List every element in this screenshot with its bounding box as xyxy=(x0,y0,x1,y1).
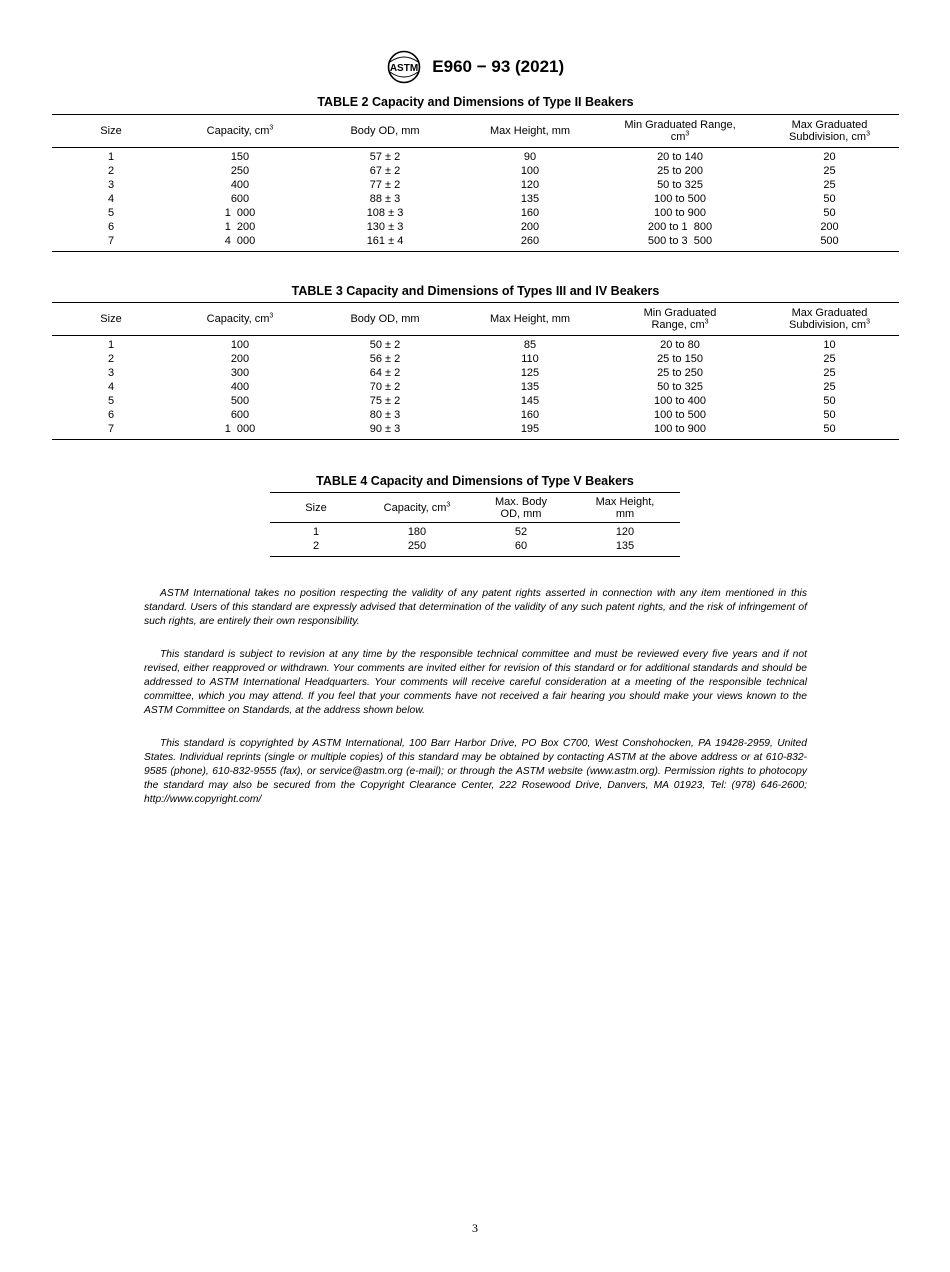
table-cell: 20 xyxy=(823,151,836,163)
astm-logo-icon xyxy=(386,50,422,84)
table4-col-capacity: Capacity, $cm^3$ xyxy=(383,500,451,514)
table-cell: 25 to 150 xyxy=(657,353,703,365)
table-cell: 80 ± 3 xyxy=(369,409,401,421)
table-cell: 125 xyxy=(520,367,540,379)
table-row xyxy=(52,380,899,394)
table3-body xyxy=(52,336,899,440)
table-cell: 25 to 250 xyxy=(657,367,703,379)
table-row xyxy=(52,336,899,353)
revision-notice: This standard is subject to revision at any time by the responsible technical committee and must be reviewed every five years and if not revised, either reapproved or withdrawn. Your comments are invited either for revision of this standard or for additional standards and should be addressed to ASTM International Headquarters. Your comments will receive careful consideration at a meeting of the responsible technical committee, which you may attend. If you feel that your comments have not received a fair hearing you should make your views known to the ASTM Committee on Standards, at the address shown below. xyxy=(144,649,807,716)
patent-notice: ASTM International takes no position respecting the validity of any patent rights asserted in connection with any item mentioned in this standard. Users of this standard are expressly advised that determination of the validity of any such patent rights, and the risk of infringement of such rights, are entirely their own responsibility. xyxy=(144,588,807,627)
table4-body xyxy=(270,523,680,557)
table-cell: 50 to 325 xyxy=(657,381,703,393)
table-cell: 4 000 xyxy=(224,235,256,247)
table4-header xyxy=(270,493,680,523)
table2-col-body-od: Body OD, mm xyxy=(350,125,420,137)
table-cell: 52 xyxy=(514,526,528,538)
table-cell: 25 to 200 xyxy=(657,165,703,177)
table-cell: 50 xyxy=(823,193,836,205)
table-cell: 90 ± 3 xyxy=(369,423,401,435)
table2-col-size: Size xyxy=(100,125,122,137)
table-cell: 50 ± 2 xyxy=(369,339,401,351)
table-cell: 135 xyxy=(520,381,540,393)
table-cell: 50 xyxy=(823,409,836,421)
table-cell: 400 xyxy=(230,179,250,191)
table4 xyxy=(270,492,680,557)
table-cell: 67 ± 2 xyxy=(369,165,401,177)
table-cell: 25 xyxy=(823,367,836,379)
table3-col-max-height: Max Height, mm xyxy=(489,313,571,325)
table-cell: 85 xyxy=(523,339,537,351)
table-cell: 180 xyxy=(407,526,427,538)
table-row xyxy=(52,178,899,192)
table-row xyxy=(52,206,899,220)
page-number: 3 xyxy=(472,1221,478,1235)
table-cell: 7 xyxy=(107,423,115,435)
table-cell: 135 xyxy=(520,193,540,205)
table-cell: 100 to 500 xyxy=(654,193,706,205)
table-cell: 500 to 3 500 xyxy=(647,235,713,247)
table-cell: 1 000 xyxy=(224,423,256,435)
table-cell: 110 xyxy=(521,353,539,365)
table2-col-max-graduated-subdivision: Max Graduated Subdivision, $cm^3$ xyxy=(789,119,870,143)
table-cell: 100 to 900 xyxy=(654,207,706,219)
table-cell: 20 to 140 xyxy=(657,151,703,163)
table-cell: 195 xyxy=(520,423,540,435)
table-cell: 500 xyxy=(820,235,839,247)
table-cell: 25 xyxy=(823,353,836,365)
table3-col-size: Size xyxy=(100,313,122,325)
table-row xyxy=(52,148,899,165)
table-cell: 100 to 900 xyxy=(654,423,706,435)
table-cell: 500 xyxy=(230,395,250,407)
table3-col-body-od: Body OD, mm xyxy=(350,313,420,325)
table-cell: 100 xyxy=(230,339,250,351)
table-cell: 145 xyxy=(520,395,540,407)
table-cell: 50 xyxy=(823,423,836,435)
table3 xyxy=(52,302,899,440)
page-header xyxy=(0,50,950,84)
table-row xyxy=(52,164,899,178)
table-cell: 60 xyxy=(514,540,528,552)
table-row xyxy=(52,192,899,206)
table-cell: 4 xyxy=(107,193,115,205)
table-cell: 100 to 500 xyxy=(654,409,706,421)
table-cell: 7 xyxy=(107,235,115,247)
table-cell: 50 to 325 xyxy=(657,179,703,191)
table-cell: 57 ± 2 xyxy=(369,151,401,163)
table-cell: 1 000 xyxy=(224,207,256,219)
table-cell: 150 xyxy=(230,151,250,163)
table3-caption: TABLE 3 Capacity and Dimensions of Types III and IV Beakers xyxy=(291,284,660,298)
table-cell: 75 ± 2 xyxy=(369,395,401,407)
table-row xyxy=(52,220,899,234)
table-cell: 50 xyxy=(823,395,836,407)
table-cell: 5 xyxy=(107,395,115,407)
table-cell: 160 xyxy=(520,207,540,219)
table-cell: 1 xyxy=(107,339,115,351)
table4-col-max-body-od: Max. Body OD, mm xyxy=(495,495,547,520)
table2-header xyxy=(52,115,899,148)
table-cell: 600 xyxy=(230,193,250,205)
table-cell: 1 xyxy=(107,151,115,163)
table-row xyxy=(52,352,899,366)
table-cell: 200 to 1 800 xyxy=(647,221,713,233)
table-cell: 90 xyxy=(523,151,537,163)
table-cell: 400 xyxy=(230,381,250,393)
table-cell: 100 to 400 xyxy=(654,395,706,407)
table-row xyxy=(270,539,680,557)
table3-col-capacity: Capacity, $cm^3$ xyxy=(206,312,274,325)
table-cell: 250 xyxy=(230,165,250,177)
table-cell: 300 xyxy=(230,367,250,379)
copyright-notice: This standard is copyrighted by ASTM International, 100 Barr Harbor Drive, PO Box C700, West Conshohocken, PA 19428-2959, United States. Individual reprints (single or multiple copies) of this standard may be obtained by contacting ASTM at the above address or at 610-832-9585 (phone), 610-832-9555 (fax), or service@astm.org (e-mail); or through the ASTM website (www.astm.org). Permission rights to photocopy the standard may also be secured from the Copyright Clearance Center, 222 Rosewood Drive, Danvers, MA 01923, Tel: (978) 646-2600; http://www.copyright.com/ xyxy=(144,738,807,805)
table-cell: 6 xyxy=(107,409,115,421)
table-cell: 160 xyxy=(520,409,540,421)
table2-col-min-graduated-range: Min Graduated Range, $cm^3$ xyxy=(624,119,736,143)
table-row xyxy=(52,234,899,252)
table-cell: 64 ± 2 xyxy=(369,367,401,379)
document-designation: E960 − 93 (2021) xyxy=(432,57,565,76)
table2-caption: TABLE 2 Capacity and Dimensions of Type II Beakers xyxy=(317,95,634,109)
table-cell: 135 xyxy=(615,540,635,552)
table-cell: 1 200 xyxy=(224,221,256,233)
table-cell: 25 xyxy=(823,179,836,191)
table3-col-max-graduated-subdivision: Max Graduated Subdivision, $cm^3$ xyxy=(789,307,870,331)
table-cell: 25 xyxy=(823,381,836,393)
table-cell: 2 xyxy=(107,353,115,365)
table-row xyxy=(52,408,899,422)
table-cell: 2 xyxy=(312,540,320,552)
table2-header-row xyxy=(52,115,899,148)
table-cell: 3 xyxy=(107,367,115,379)
table4-header-row xyxy=(270,493,680,523)
table-cell: 56 ± 2 xyxy=(369,353,401,365)
table-cell: 200 xyxy=(230,353,250,365)
table-cell: 88 ± 3 xyxy=(369,193,401,205)
table-cell: 260 xyxy=(520,235,540,247)
table-cell: 200 xyxy=(520,221,540,233)
table-cell: 161 ± 4 xyxy=(366,235,404,247)
table3-col-min-graduated-range: Min Graduated Range, $cm^3$ xyxy=(643,307,717,331)
table-cell: 10 xyxy=(823,339,836,351)
table4-caption: TABLE 4 Capacity and Dimensions of Type V Beakers xyxy=(316,474,634,488)
table2 xyxy=(52,114,899,252)
table-cell: 108 ± 3 xyxy=(366,207,404,219)
table-cell: 600 xyxy=(230,409,250,421)
table3-header xyxy=(52,303,899,336)
table-row xyxy=(52,394,899,408)
table-cell: 70 ± 2 xyxy=(369,381,401,393)
table-row xyxy=(52,366,899,380)
table4-col-max-height: Max Height, mm xyxy=(595,495,655,520)
table-cell: 120 xyxy=(520,179,540,191)
table-cell: 100 xyxy=(520,165,540,177)
table-cell: 5 xyxy=(107,207,115,219)
table2-body xyxy=(52,148,899,252)
table-cell: 77 ± 2 xyxy=(369,179,401,191)
table-cell: 250 xyxy=(407,540,427,552)
table-row xyxy=(270,523,680,540)
table-cell: 20 to 80 xyxy=(660,339,700,351)
table-cell: 50 xyxy=(823,207,836,219)
svg-text:ASTM: ASTM xyxy=(389,63,419,74)
table-cell: 4 xyxy=(107,381,115,393)
table-cell: 130 ± 3 xyxy=(366,221,404,233)
table-cell: 120 xyxy=(615,526,635,538)
table3-header-row xyxy=(52,303,899,336)
table-cell: 3 xyxy=(107,179,115,191)
table2-col-capacity: Capacity, $cm^3$ xyxy=(206,124,274,137)
table2-col-max-height: Max Height, mm xyxy=(489,125,571,137)
table-cell: 200 xyxy=(820,221,839,233)
table4-col-size: Size xyxy=(305,501,327,514)
table-cell: 1 xyxy=(312,526,320,538)
table-row xyxy=(52,422,899,440)
table-cell: 25 xyxy=(823,165,836,177)
table-cell: 2 xyxy=(107,165,115,177)
table-cell: 6 xyxy=(107,221,115,233)
